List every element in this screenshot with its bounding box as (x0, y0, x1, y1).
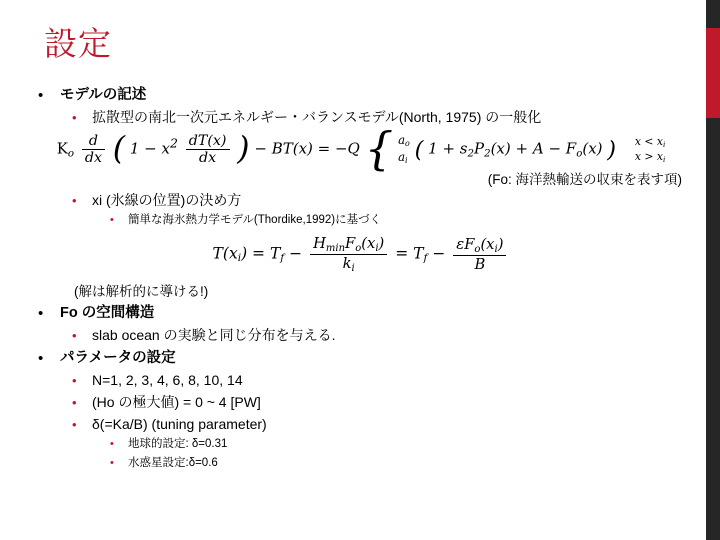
eq2-f-sub: o (355, 242, 362, 254)
eq1-ddx (82, 133, 105, 166)
eq1-close-paren: ) (237, 130, 250, 167)
eq1-close-paren-2: ) (607, 136, 617, 163)
list-item-label: モデルの記述 (60, 87, 147, 103)
eq2-epsilon: ε (456, 235, 465, 253)
eq1-rhs-tail: (x) (582, 139, 603, 158)
eq1-cond-bottom-sub: i (662, 154, 666, 164)
note-fo: (Fo: 海洋熱輸送の収束を表す項) (487, 172, 682, 187)
eq1-case-bottom: a (398, 149, 406, 164)
eq2-f2: F (464, 235, 475, 253)
eq2-x2: (x (480, 235, 495, 253)
list-item-label: xi (氷線の位置)の決め方 (92, 192, 242, 208)
list-item-label: 簡単な海氷熱力学モデル(Thordike,1992)に基づく (128, 214, 382, 226)
eq1-ddx-den: dx (82, 149, 105, 166)
eq2-t: T (212, 244, 223, 263)
list-item-label: (Ho の極大値) = 0 ~ 4 [PW] (92, 393, 261, 410)
eq2-frac2-num (453, 236, 506, 255)
eq1-dtdx-den: dx (186, 149, 230, 166)
eq1-p: P (474, 139, 485, 158)
eq1-ddx-num: d (88, 133, 98, 149)
edge-decoration-bottom (706, 118, 720, 540)
eq1-k-sub: o (67, 148, 75, 160)
bullet-marker: • (110, 214, 114, 226)
eq2-frac-2 (453, 236, 506, 273)
list-item (110, 455, 686, 472)
bullet-marker: • (72, 193, 77, 208)
bullet-marker: • (38, 87, 44, 104)
eq2-equals-2: = T (395, 244, 424, 263)
list-item (36, 349, 686, 368)
list-item (36, 304, 686, 323)
list-item-label: 地球的設定: δ=0.31 (128, 437, 228, 450)
eq1-k: K (56, 139, 68, 158)
bullet-marker: • (72, 416, 77, 432)
list-item (72, 326, 686, 345)
list-item-label: 水惑星設定:δ=0.6 (128, 456, 218, 469)
slide-content (36, 82, 686, 472)
eq2-frac1-num (310, 235, 387, 254)
eq2-k-sub: i (351, 262, 355, 274)
eq1-conditions (635, 135, 665, 164)
eq1-case-bottom-sub: i (405, 155, 408, 165)
list-item-label: N=1, 2, 3, 4, 6, 8, 10, 14 (92, 371, 243, 388)
eq2-minus: − (289, 244, 303, 263)
eq2-tf-sub: f (280, 252, 285, 265)
list-item (72, 393, 686, 412)
list-item-label: パラメータの設定 (60, 349, 176, 366)
eq1-one-minus-x: 1 − x (129, 139, 170, 158)
list-item (72, 191, 686, 210)
list-item (72, 415, 686, 434)
eq1-cond-top: x < x (634, 134, 663, 148)
list-item-label: Fo の空間構造 (60, 304, 155, 321)
eq1-dtdx-num: dT(x) (188, 133, 227, 149)
eq2-f: F (345, 235, 356, 252)
eq2-x-sub: i (375, 242, 379, 254)
eq2-x2-sub: i (494, 243, 498, 255)
eq1-open-paren-2: ( (414, 136, 424, 163)
eq1-rhs-b: (x) + A − F (490, 139, 577, 158)
eq2-frac-1 (310, 235, 387, 274)
eq2-x: (x (361, 235, 376, 252)
bullet-marker: • (110, 456, 114, 469)
edge-decoration-accent (706, 28, 720, 118)
eq2-tf2-sub: f (423, 252, 428, 265)
eq2-t-arg: (x (222, 244, 238, 263)
eq1-open-paren: ( (112, 130, 126, 167)
eq1-s-sub: 2 (467, 148, 474, 160)
edge-decoration-top (706, 0, 720, 28)
page-title: 設定 (44, 25, 112, 62)
list-item-label: 拡散型の南北一次元エネルギー・バランスモデル(North, 1975) の一般化 (92, 109, 542, 125)
bullet-marker: • (38, 349, 44, 367)
equation-ice-line (36, 235, 686, 274)
equation-energy-balance (36, 122, 686, 176)
list-item (72, 371, 686, 390)
bullet-marker: • (110, 437, 114, 450)
eq1-rhs-a: 1 + s (428, 139, 468, 158)
list-item (110, 212, 686, 229)
eq1-case-top-sub: o (405, 139, 410, 149)
bullet-marker: • (72, 372, 77, 388)
eq1-p-sub: 2 (484, 148, 491, 160)
eq2-f2-sub: o (474, 243, 481, 255)
bullet-marker: • (72, 327, 77, 343)
eq1-cases (398, 133, 410, 165)
eq2-k: k (342, 254, 352, 272)
list-item-label: δ(=Ka/B) (tuning parameter) (92, 415, 267, 432)
eq1-case-top: a (398, 133, 406, 148)
bullet-marker: • (72, 394, 77, 410)
eq1-bt-term: − BT(x) = −Q (254, 139, 360, 158)
eq2-frac2-den: B (453, 255, 506, 273)
eq2-x-end: ) (378, 235, 385, 252)
eq1-cond-top-sub: i (662, 139, 666, 149)
eq1-f-sub: o (576, 148, 583, 160)
eq2-h-sub: min (325, 242, 346, 254)
eq2-x2-end: ) (497, 235, 504, 253)
note-analytic: (解は解析的に導ける!) (74, 283, 209, 299)
list-item (36, 86, 686, 105)
eq2-minus-2: − (432, 244, 446, 263)
eq1-cond-bottom: x > x (634, 149, 663, 163)
list-item-label: slab ocean の実験と同じ分布を与える. (92, 326, 336, 343)
bullet-marker: • (72, 110, 77, 125)
eq2-t-arg-sub: i (237, 252, 242, 265)
eq2-h: H (313, 235, 326, 252)
eq1-brace: { (364, 122, 394, 176)
eq2-t-arg-end: ) = T (241, 244, 281, 263)
eq2-frac1-den (310, 254, 387, 274)
eq1-dtdx (186, 133, 230, 166)
eq1-exp: 2 (169, 135, 178, 151)
bullet-marker: • (38, 304, 44, 322)
list-item (110, 436, 686, 453)
